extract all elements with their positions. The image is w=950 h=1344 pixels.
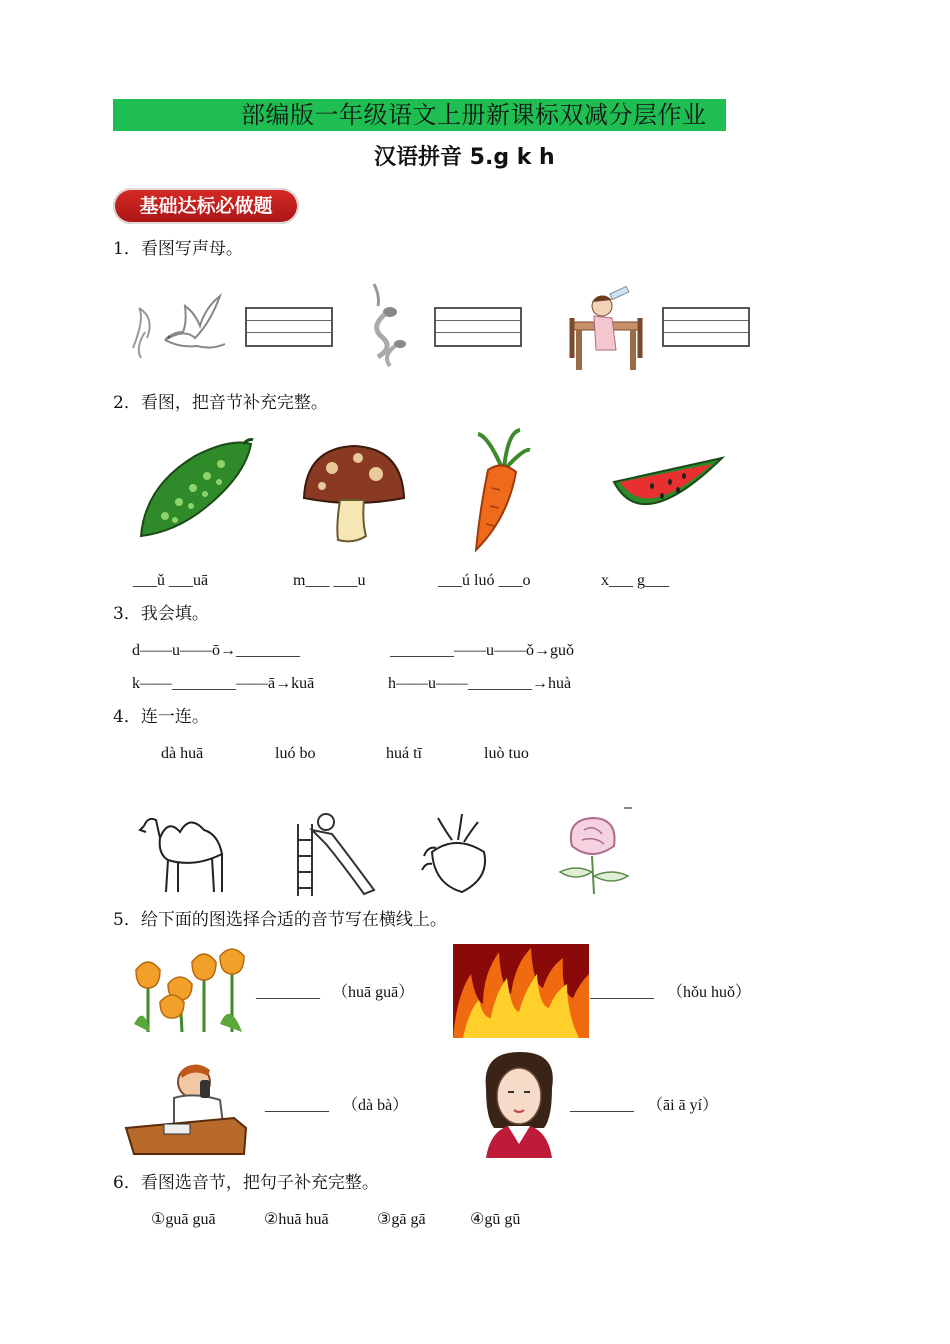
q2-blank-3[interactable]: ___ú luó ___o — [438, 572, 531, 589]
q4-word-3[interactable]: huá tī — [386, 745, 422, 762]
q5-blank-2[interactable]: ________ — [590, 984, 654, 1001]
q3-row2-right[interactable]: h——u——________→huà — [388, 675, 572, 692]
q6-option-2[interactable]: ②huā huā — [264, 1211, 329, 1228]
q5-blank-3[interactable]: ________ — [265, 1097, 329, 1114]
q5-choices-4: （āi ā yí） — [647, 1097, 719, 1114]
rose-icon[interactable] — [552, 806, 636, 896]
q6-option-4[interactable]: ④gū gū — [470, 1211, 521, 1228]
question-3-prompt: 3．我会填。 — [113, 604, 209, 624]
q2-blank-1[interactable]: ___ǔ ___uā — [133, 572, 209, 589]
question-5-prompt: 5．给下面的图选择合适的音节写在横线上。 — [113, 910, 447, 930]
page-subtitle: 汉语拼音 5.g k h — [374, 145, 555, 170]
flowers-icon — [130, 944, 254, 1034]
q6-option-3[interactable]: ③gā gā — [377, 1211, 426, 1228]
carrot-icon — [468, 428, 534, 552]
watermelon-icon — [612, 456, 724, 528]
q5-choices-2: （hǒu huǒ） — [667, 984, 752, 1001]
camel-icon[interactable] — [138, 808, 230, 896]
question-2-prompt: 2．看图，把音节补充完整。 — [113, 393, 328, 413]
q3-row1-left[interactable]: d——u——ō→________ — [132, 642, 300, 659]
answer-box-2[interactable] — [434, 307, 522, 347]
radish-icon[interactable] — [418, 812, 496, 896]
q2-blank-4[interactable]: x___ g___ — [601, 572, 669, 589]
q2-blank-2[interactable]: m___ ___u — [293, 572, 366, 589]
dove-icon — [125, 288, 235, 368]
answer-box-3[interactable] — [662, 307, 750, 347]
slide-icon[interactable] — [292, 810, 378, 898]
woman-portrait-icon — [478, 1048, 560, 1158]
question-1-prompt: 1．看图写声母。 — [113, 239, 243, 259]
question-6-prompt: 6．看图选音节，把句子补充完整。 — [113, 1173, 379, 1193]
q4-word-4[interactable]: luò tuo — [484, 745, 529, 762]
answer-box-1[interactable] — [245, 307, 333, 347]
q5-blank-4[interactable]: ________ — [570, 1097, 634, 1114]
q3-row1-right[interactable]: ________——u——ǒ→guǒ — [390, 642, 574, 659]
q5-choices-3: （dà bà） — [342, 1097, 409, 1114]
section-badge: 基础达标必做题 — [113, 188, 299, 224]
girl-drinking-icon — [566, 288, 656, 372]
q3-row2-left[interactable]: k——________——ā→kuā — [132, 675, 315, 692]
man-phone-icon — [124, 1058, 248, 1154]
mushroom-icon — [302, 442, 406, 544]
question-4-prompt: 4．连一连。 — [113, 707, 209, 727]
q6-option-1[interactable]: ①guā guā — [151, 1211, 216, 1228]
q4-word-2[interactable]: luó bo — [275, 745, 316, 762]
q5-choices-1: （huā guā） — [332, 984, 415, 1001]
bitter-melon-icon — [135, 436, 255, 546]
q4-word-1[interactable]: dà huā — [161, 745, 204, 762]
banner-title: 部编版一年级语文上册新课标双减分层作业 — [241, 101, 707, 129]
fire-icon — [453, 944, 589, 1038]
q5-blank-1[interactable]: ________ — [256, 984, 320, 1001]
tadpoles-icon — [360, 282, 420, 372]
